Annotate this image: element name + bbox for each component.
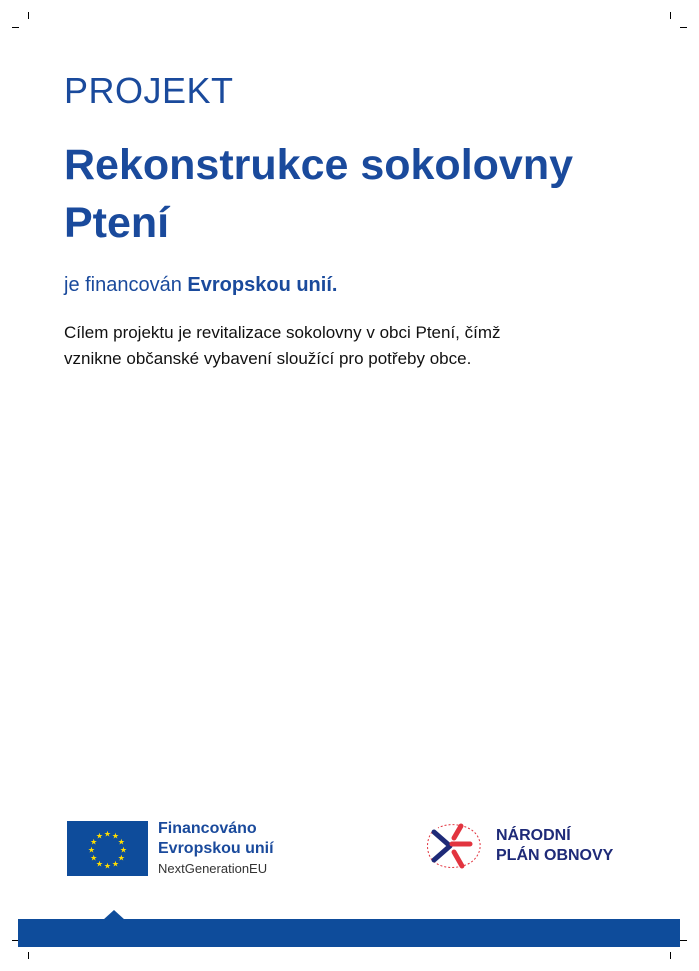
crop-mark [28,12,29,19]
eu-logo-line3: NextGenerationEU [158,861,268,876]
svg-text:★: ★ [111,831,120,841]
funding-funder: Evropskou unií. [187,274,338,296]
npo-logo-line1: NÁRODNÍ [496,827,571,844]
svg-text:★: ★ [117,837,125,847]
npo-mark-icon [424,818,490,874]
npo-logo [424,818,613,874]
svg-text:★: ★ [103,861,112,871]
project-title: Rekonstrukce sokolovny Ptení [64,141,574,247]
svg-text:★: ★ [117,853,125,863]
svg-text:★: ★ [90,853,98,863]
project-label: PROJEKT [64,70,234,111]
crop-mark [12,27,19,28]
svg-text:★: ★ [95,859,104,869]
crop-mark [680,940,687,941]
eu-funding-logo [67,819,274,878]
crop-mark [28,952,29,959]
npo-logo-text [496,826,613,866]
funding-prefix: je financován [64,274,188,296]
crop-mark [670,12,671,19]
funding-line [64,274,337,297]
svg-text:★: ★ [87,845,96,855]
eu-logo-line2: Evropskou unií [158,840,274,857]
project-description: Cílem projektu je revitalizace sokolovny v obci Ptení, čímž vznikne občanské vybavení sloužící pro potřeby obce. [64,323,501,368]
eu-flag-icon [67,821,148,876]
crop-mark [670,952,671,959]
svg-text:★: ★ [103,829,112,839]
npo-logo-line2: PLÁN OBNOVY [496,847,614,864]
footer-bar [18,919,680,947]
svg-text:★: ★ [95,831,104,841]
eu-logo-line1: Financováno [158,820,257,837]
svg-text:★: ★ [111,859,120,869]
crop-mark [680,27,687,28]
svg-text:★: ★ [90,837,98,847]
eu-logo-text [158,819,274,878]
eu-stars-icon [67,821,148,876]
svg-text:★: ★ [119,845,128,855]
